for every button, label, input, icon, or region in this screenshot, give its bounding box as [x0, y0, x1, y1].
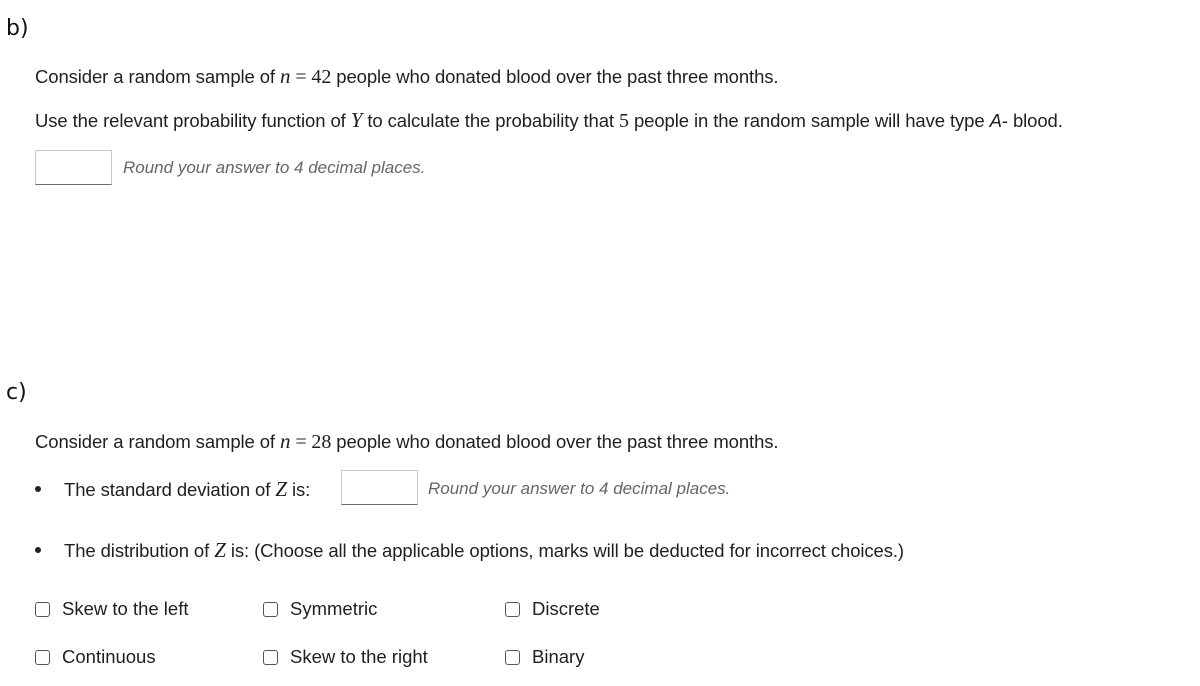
option-label: Symmetric	[290, 598, 378, 619]
option-label: Skew to the right	[290, 646, 428, 667]
sample-size-value: 28	[311, 431, 332, 453]
statement-text: people who donated blood over the past three months.	[331, 66, 779, 87]
distribution-question-text: is: (Choose all the applicable options, marks will be deducted for incorrect choices.)	[225, 540, 904, 561]
blood-type: A	[989, 110, 1002, 131]
statement-text: Consider a random sample of	[35, 431, 281, 452]
part-b-question	[35, 108, 1063, 133]
bullet-icon	[35, 547, 41, 553]
math-variable-z: Z	[214, 538, 226, 562]
math-variable-n: n	[280, 429, 291, 453]
sd-question-text: is:	[286, 479, 311, 500]
checkbox-icon[interactable]	[505, 602, 520, 617]
option-skew-right[interactable]	[263, 646, 428, 668]
question-text: - blood.	[1001, 110, 1063, 131]
probability-answer-input[interactable]	[35, 150, 112, 185]
option-binary[interactable]	[505, 646, 584, 668]
statement-text: people who donated blood over the past three months.	[331, 431, 779, 452]
checkbox-icon[interactable]	[505, 650, 520, 665]
option-skew-left[interactable]	[35, 598, 188, 620]
part-c-sample-statement	[35, 429, 778, 454]
question-text: people in the random sample will have type	[628, 110, 990, 131]
math-variable-n: n	[280, 64, 291, 88]
option-label: Skew to the left	[62, 598, 189, 619]
distribution-question	[64, 538, 904, 563]
option-label: Binary	[532, 646, 585, 667]
standard-deviation-input[interactable]	[341, 470, 418, 505]
option-continuous[interactable]	[35, 646, 156, 668]
part-c-label: c)	[6, 380, 27, 405]
distribution-question-text: The distribution of	[64, 540, 215, 561]
sd-question-text: The standard deviation of	[64, 479, 276, 500]
math-variable-y: Y	[350, 108, 363, 132]
option-label: Discrete	[532, 598, 600, 619]
part-b-label: b)	[6, 16, 29, 41]
math-equals: =	[290, 431, 312, 453]
part-b-sample-statement	[35, 64, 778, 89]
rounding-hint: Round your answer to 4 decimal places.	[428, 479, 731, 498]
question-text: Use the relevant probability function of	[35, 110, 351, 131]
sample-size-value: 42	[311, 66, 332, 88]
option-symmetric[interactable]	[263, 598, 377, 620]
checkbox-icon[interactable]	[35, 650, 50, 665]
question-text: to calculate the probability that	[362, 110, 620, 131]
people-count: 5	[619, 110, 629, 132]
math-variable-z: Z	[275, 477, 287, 501]
statement-text: Consider a random sample of	[35, 66, 281, 87]
sd-question	[64, 477, 310, 502]
rounding-hint: Round your answer to 4 decimal places.	[123, 158, 426, 177]
option-discrete[interactable]	[505, 598, 600, 620]
checkbox-icon[interactable]	[263, 650, 278, 665]
math-equals: =	[290, 66, 312, 88]
checkbox-icon[interactable]	[263, 602, 278, 617]
checkbox-icon[interactable]	[35, 602, 50, 617]
option-label: Continuous	[62, 646, 156, 667]
bullet-icon	[35, 486, 41, 492]
